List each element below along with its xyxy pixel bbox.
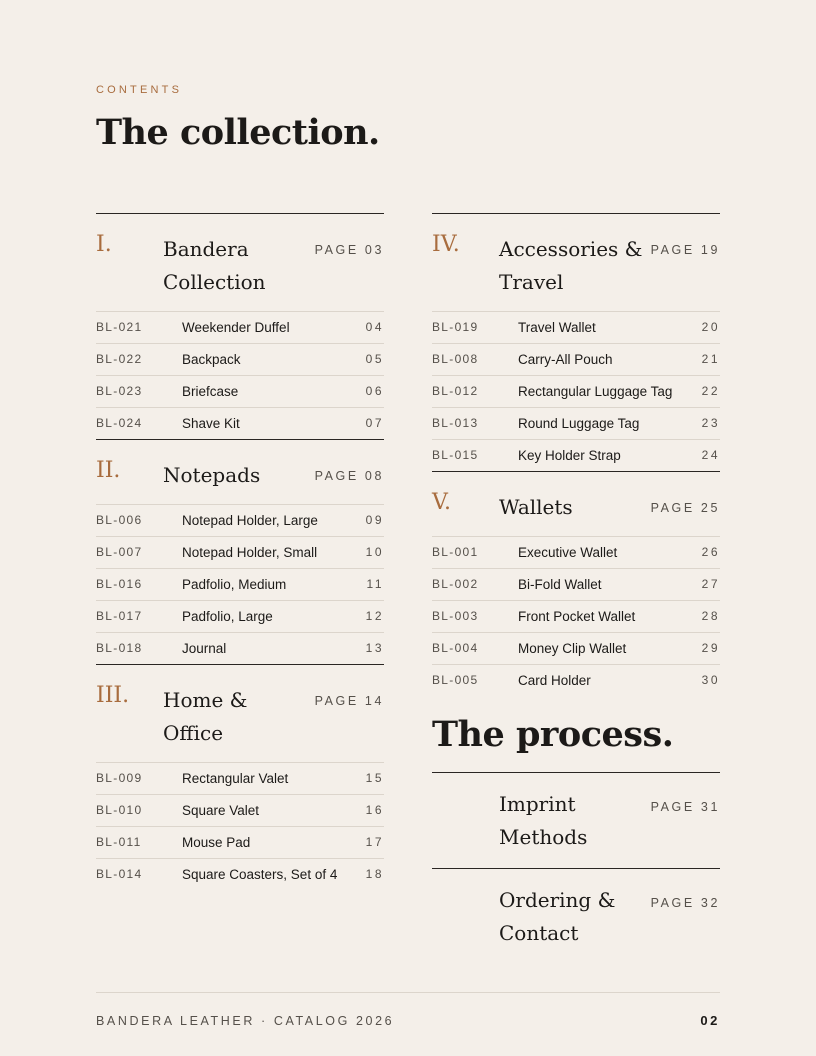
- section-page-ref: PAGE 03: [314, 243, 384, 257]
- product-row[interactable]: [96, 859, 384, 890]
- product-name: Notepad Holder, Small: [182, 545, 318, 560]
- product-name: Shave Kit: [182, 416, 240, 431]
- product-row[interactable]: [432, 376, 720, 408]
- section-bandera-collection: [96, 213, 384, 439]
- product-name: Journal: [182, 641, 227, 656]
- product-row[interactable]: [432, 601, 720, 633]
- section-header[interactable]: [432, 214, 720, 312]
- product-row[interactable]: [96, 537, 384, 569]
- product-page: 11: [366, 577, 384, 591]
- page-title: The collection.: [96, 112, 380, 153]
- process-item-ordering-contact[interactable]: [432, 868, 720, 964]
- contents-column-left: [96, 213, 384, 890]
- product-sku: BL-023: [96, 384, 143, 398]
- product-sku: BL-003: [432, 609, 479, 623]
- product-name: Notepad Holder, Large: [182, 513, 318, 528]
- product-sku: BL-022: [96, 352, 143, 366]
- product-page: 27: [701, 577, 720, 591]
- product-name: Round Luggage Tag: [518, 416, 640, 431]
- contents-column-right: [432, 213, 720, 696]
- product-name: Backpack: [182, 352, 241, 367]
- product-sku: BL-007: [96, 545, 143, 559]
- process-title: The process.: [432, 714, 674, 755]
- product-row[interactable]: [432, 633, 720, 665]
- product-page: 26: [701, 545, 720, 559]
- product-sku: BL-001: [432, 545, 479, 559]
- product-page: 05: [365, 352, 384, 366]
- product-page: 22: [701, 384, 720, 398]
- product-page: 20: [701, 320, 720, 334]
- product-page: 15: [365, 771, 384, 785]
- product-page: 29: [701, 641, 720, 655]
- product-row[interactable]: [432, 312, 720, 344]
- footer-divider: [96, 992, 720, 993]
- product-sku: BL-012: [432, 384, 479, 398]
- product-page: 09: [365, 513, 384, 527]
- product-name: Bi-Fold Wallet: [518, 577, 602, 592]
- product-sku: BL-019: [432, 320, 479, 334]
- product-name: Padfolio, Medium: [182, 577, 287, 592]
- product-page: 07: [365, 416, 384, 430]
- footer-page-number: 02: [700, 1013, 720, 1028]
- product-name: Money Clip Wallet: [518, 641, 627, 656]
- product-sku: BL-010: [96, 803, 143, 817]
- product-page: 28: [701, 609, 720, 623]
- product-name: Key Holder Strap: [518, 448, 621, 463]
- product-row[interactable]: [96, 408, 384, 439]
- section-numeral: I.: [96, 232, 112, 257]
- section-header[interactable]: [96, 214, 384, 312]
- product-sku: BL-011: [96, 835, 142, 849]
- product-name: Card Holder: [518, 673, 591, 688]
- product-sku: BL-024: [96, 416, 143, 430]
- product-row[interactable]: [432, 440, 720, 471]
- section-wallets: [432, 471, 720, 696]
- product-name: Carry-All Pouch: [518, 352, 613, 367]
- product-name: Rectangular Valet: [182, 771, 289, 786]
- product-name: Briefcase: [182, 384, 239, 399]
- product-page: 17: [365, 835, 384, 849]
- product-sku: BL-006: [96, 513, 143, 527]
- product-row[interactable]: [432, 665, 720, 696]
- product-name: Travel Wallet: [518, 320, 596, 335]
- product-row[interactable]: [96, 795, 384, 827]
- product-sku: BL-017: [96, 609, 143, 623]
- product-name: Mouse Pad: [182, 835, 251, 850]
- section-title: Accessories & Travel: [499, 237, 643, 294]
- section-page-ref: PAGE 08: [314, 469, 384, 483]
- product-page: 16: [365, 803, 384, 817]
- product-row[interactable]: [432, 537, 720, 569]
- section-numeral: II.: [96, 458, 121, 483]
- section-header[interactable]: [432, 472, 720, 537]
- product-page: 10: [365, 545, 384, 559]
- section-header[interactable]: [96, 665, 384, 763]
- product-sku: BL-002: [432, 577, 479, 591]
- product-name: Executive Wallet: [518, 545, 618, 560]
- process-item-title: Ordering & Contact: [499, 888, 616, 945]
- product-sku: BL-018: [96, 641, 143, 655]
- section-numeral: V.: [432, 490, 452, 515]
- section-notepads: [96, 439, 384, 664]
- product-name: Square Valet: [182, 803, 260, 818]
- product-sku: BL-021: [96, 320, 143, 334]
- product-row[interactable]: [432, 408, 720, 440]
- product-row[interactable]: [432, 344, 720, 376]
- product-name: Weekender Duffel: [182, 320, 290, 335]
- footer-catalog-label: BANDERA LEATHER · CATALOG 2026: [96, 1014, 395, 1028]
- product-page: 12: [365, 609, 384, 623]
- product-sku: BL-004: [432, 641, 479, 655]
- section-numeral: III.: [96, 683, 130, 708]
- product-page: 21: [701, 352, 720, 366]
- process-page-ref: PAGE 31: [650, 800, 720, 814]
- product-sku: BL-015: [432, 448, 479, 462]
- product-row[interactable]: [96, 601, 384, 633]
- contents-eyebrow: CONTENTS: [96, 84, 183, 96]
- process-item-imprint-methods[interactable]: [432, 772, 720, 868]
- product-row[interactable]: [96, 376, 384, 408]
- product-page: 18: [365, 867, 384, 881]
- section-numeral: IV.: [432, 232, 460, 257]
- product-row[interactable]: [96, 344, 384, 376]
- section-title: Notepads: [163, 463, 261, 487]
- product-name: Square Coasters, Set of 4: [182, 867, 338, 882]
- product-sku: BL-009: [96, 771, 143, 785]
- product-row[interactable]: [96, 312, 384, 344]
- section-accessories-travel: [432, 213, 720, 471]
- product-sku: BL-014: [96, 867, 143, 881]
- product-page: 13: [365, 641, 384, 655]
- product-page: 04: [365, 320, 384, 334]
- product-row[interactable]: [96, 827, 384, 859]
- product-name: Padfolio, Large: [182, 609, 273, 624]
- product-sku: BL-016: [96, 577, 143, 591]
- product-name: Rectangular Luggage Tag: [518, 384, 673, 399]
- product-row[interactable]: [96, 569, 384, 601]
- product-page: 30: [701, 673, 720, 687]
- section-title: Home & Office: [163, 688, 248, 745]
- process-list: [432, 772, 720, 964]
- product-row[interactable]: [432, 569, 720, 601]
- process-page-ref: PAGE 32: [650, 896, 720, 910]
- product-name: Front Pocket Wallet: [518, 609, 636, 624]
- section-page-ref: PAGE 19: [650, 243, 720, 257]
- section-page-ref: PAGE 25: [650, 501, 720, 515]
- product-sku: BL-013: [432, 416, 479, 430]
- section-title: Wallets: [499, 495, 573, 519]
- product-page: 23: [701, 416, 720, 430]
- process-item-title: Imprint Methods: [499, 792, 588, 849]
- product-row[interactable]: [96, 505, 384, 537]
- section-home-office: [96, 664, 384, 890]
- product-page: 06: [365, 384, 384, 398]
- product-sku: BL-008: [432, 352, 479, 366]
- product-row[interactable]: [96, 633, 384, 664]
- product-page: 24: [701, 448, 720, 462]
- section-header[interactable]: [96, 440, 384, 505]
- section-page-ref: PAGE 14: [314, 694, 384, 708]
- product-row[interactable]: [96, 763, 384, 795]
- product-sku: BL-005: [432, 673, 479, 687]
- section-title: Bandera Collection: [163, 237, 266, 294]
